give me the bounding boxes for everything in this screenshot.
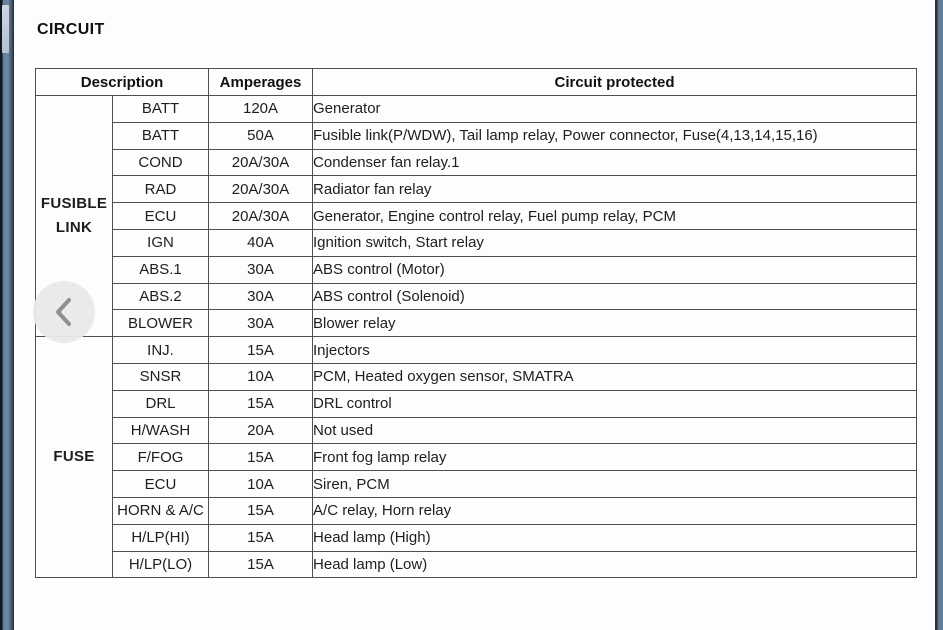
description-cell: DRL	[113, 390, 209, 417]
description-cell: BLOWER	[113, 310, 209, 337]
description-cell: H/LP(LO)	[113, 551, 209, 578]
circuit-protected-cell: Generator, Engine control relay, Fuel pump relay, PCM	[313, 203, 917, 230]
amperage-cell: 50A	[209, 122, 313, 149]
amperage-cell: 15A	[209, 551, 313, 578]
table-row	[36, 551, 917, 578]
chevron-left-icon	[49, 295, 79, 329]
circuit-protected-cell: Fusible link(P/WDW), Tail lamp relay, Power connector, Fuse(4,13,14,15,16)	[313, 122, 917, 149]
table-row	[36, 444, 917, 471]
amperage-cell: 120A	[209, 96, 313, 123]
amperage-cell: 20A/30A	[209, 203, 313, 230]
page-edge-highlight	[2, 5, 9, 53]
header-amperages: Amperages	[209, 69, 313, 96]
circuit-protected-cell: Blower relay	[313, 310, 917, 337]
table-row	[36, 471, 917, 498]
description-cell: ABS.2	[113, 283, 209, 310]
page-edge-left	[0, 0, 14, 630]
header-description: Description	[36, 69, 209, 96]
amperage-cell: 20A/30A	[209, 176, 313, 203]
circuit-protected-cell: ABS control (Solenoid)	[313, 283, 917, 310]
description-cell: BATT	[113, 96, 209, 123]
circuit-protected-cell: Condenser fan relay.1	[313, 149, 917, 176]
description-cell: RAD	[113, 176, 209, 203]
table-row	[36, 337, 917, 364]
circuit-protected-cell: Head lamp (Low)	[313, 551, 917, 578]
amperage-cell: 15A	[209, 337, 313, 364]
description-cell: ECU	[113, 471, 209, 498]
table-row	[36, 283, 917, 310]
table-header	[36, 69, 917, 96]
description-cell: H/WASH	[113, 417, 209, 444]
table-row	[36, 229, 917, 256]
group-label-fusible-link: FUSIBLE LINK	[36, 96, 113, 337]
amperage-cell: 15A	[209, 497, 313, 524]
amperage-cell: 20A/30A	[209, 149, 313, 176]
amperage-cell: 10A	[209, 363, 313, 390]
circuit-protected-cell: Siren, PCM	[313, 471, 917, 498]
amperage-cell: 15A	[209, 524, 313, 551]
table-row	[36, 310, 917, 337]
circuit-protected-cell: Radiator fan relay	[313, 176, 917, 203]
page-edge-right	[935, 0, 943, 630]
description-cell: SNSR	[113, 363, 209, 390]
description-cell: ECU	[113, 203, 209, 230]
circuit-protected-cell: Front fog lamp relay	[313, 444, 917, 471]
circuit-protected-cell: ABS control (Motor)	[313, 256, 917, 283]
description-cell: HORN & A/C	[113, 497, 209, 524]
amperage-cell: 30A	[209, 310, 313, 337]
circuit-protected-cell: A/C relay, Horn relay	[313, 497, 917, 524]
description-cell: BATT	[113, 122, 209, 149]
amperage-cell: 30A	[209, 256, 313, 283]
circuit-protected-cell: Injectors	[313, 337, 917, 364]
circuit-protected-cell: Not used	[313, 417, 917, 444]
amperage-cell: 15A	[209, 390, 313, 417]
table-row	[36, 96, 917, 123]
description-cell: INJ.	[113, 337, 209, 364]
circuit-protected-cell: Head lamp (High)	[313, 524, 917, 551]
table-row	[36, 497, 917, 524]
table-row	[36, 203, 917, 230]
amperage-cell: 15A	[209, 444, 313, 471]
header-circuit-protected: Circuit protected	[313, 69, 917, 96]
description-cell: IGN	[113, 229, 209, 256]
table-row	[36, 122, 917, 149]
description-cell: ABS.1	[113, 256, 209, 283]
table-row	[36, 390, 917, 417]
table-row	[36, 256, 917, 283]
circuit-protected-cell: Generator	[313, 96, 917, 123]
circuit-protected-cell: Ignition switch, Start relay	[313, 229, 917, 256]
table-row	[36, 149, 917, 176]
previous-page-button[interactable]	[33, 281, 95, 343]
amperage-cell: 10A	[209, 471, 313, 498]
table-row	[36, 417, 917, 444]
circuit-table	[35, 68, 917, 578]
page-title: CIRCUIT	[37, 21, 105, 38]
table-row	[36, 363, 917, 390]
description-cell: COND	[113, 149, 209, 176]
circuit-protected-cell: DRL control	[313, 390, 917, 417]
table-row	[36, 524, 917, 551]
description-cell: F/FOG	[113, 444, 209, 471]
description-cell: H/LP(HI)	[113, 524, 209, 551]
table-body	[36, 96, 917, 578]
amperage-cell: 40A	[209, 229, 313, 256]
group-label-fuse: FUSE	[36, 337, 113, 578]
amperage-cell: 30A	[209, 283, 313, 310]
amperage-cell: 20A	[209, 417, 313, 444]
header-row	[36, 69, 917, 96]
circuit-protected-cell: PCM, Heated oxygen sensor, SMATRA	[313, 363, 917, 390]
table-row	[36, 176, 917, 203]
